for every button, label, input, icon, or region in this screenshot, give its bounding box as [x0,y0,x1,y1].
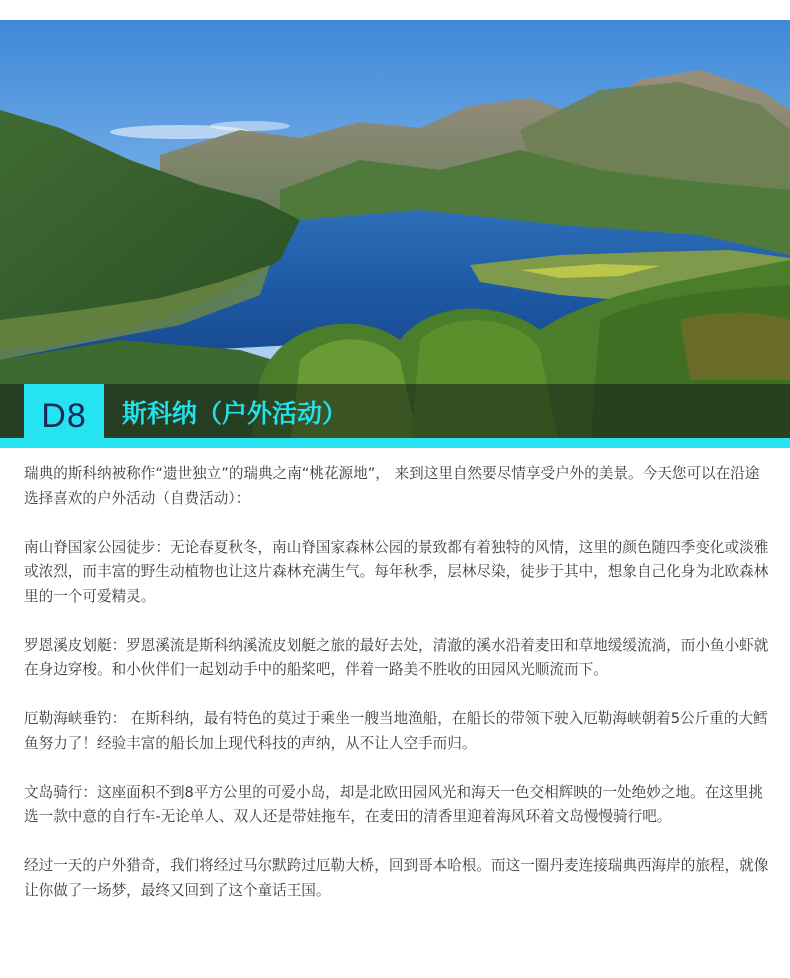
accent-divider [0,438,790,448]
day-header-bar [0,384,790,438]
day-badge [24,384,104,448]
day-title: 斯科纳（户外活动） [122,399,348,428]
intro-paragraph: 瑞典的斯科纳被称作“遗世独立”的瑞典之南“桃花源地”， 来到这里自然要尽情享受户外的美景。今天您可以在沿途选择喜欢的户外活动（自费活动）： [24,465,760,507]
activity-cycling-paragraph: 文岛骑行：这座面积不到8平方公里的可爱小岛，却是北欧田园风光和海天一色交相辉映的一处绝妙之地。在这里挑选一款中意的自行车-无论单人、双人还是带娃拖车，在麦田的清香里迎着海风环着文岛慢慢骑行吧。 [24,783,763,825]
itinerary-text [24,462,769,928]
activity-hiking-paragraph: 南山脊国家公园徒步：无论春夏秋冬，南山脊国家森林公园的景致都有着独特的风情，这里的颜色随四季变化或淡雅或浓烈，而丰富的野生动植物也让这片森林充满生气。每年秋季，层林尽染，徒步于其中，想象自己化身为北欧森林里的一个可爱精灵。 [24,538,769,605]
day-label: D8 [41,396,87,435]
closing-paragraph: 经过一天的户外猎奇，我们将经过马尔默跨过厄勒大桥，回到哥本哈根。而这一圈丹麦连接瑞典西海岸的旅程，就像让你做了一场梦，最终又回到了这个童话王国。 [24,857,769,899]
activity-fishing-paragraph: 厄勒海峡垂钓： 在斯科纳，最有特色的莫过于乘坐一艘当地渔船，在船长的带领下驶入厄勒海峡朝着5公斤重的大鳕鱼努力了！经验丰富的船长加上现代科技的声纳，从不让人空手而归。 [24,710,768,752]
activity-kayak-paragraph: 罗恩溪皮划艇：罗恩溪流是斯科纳溪流皮划艇之旅的最好去处，清澈的溪水沿着麦田和草地缓缓流淌，而小鱼小虾就在身边穿梭。和小伙伴们一起划动手中的船桨吧，伴着一路美不胜收的田园风光顺流而下。 [24,636,769,678]
